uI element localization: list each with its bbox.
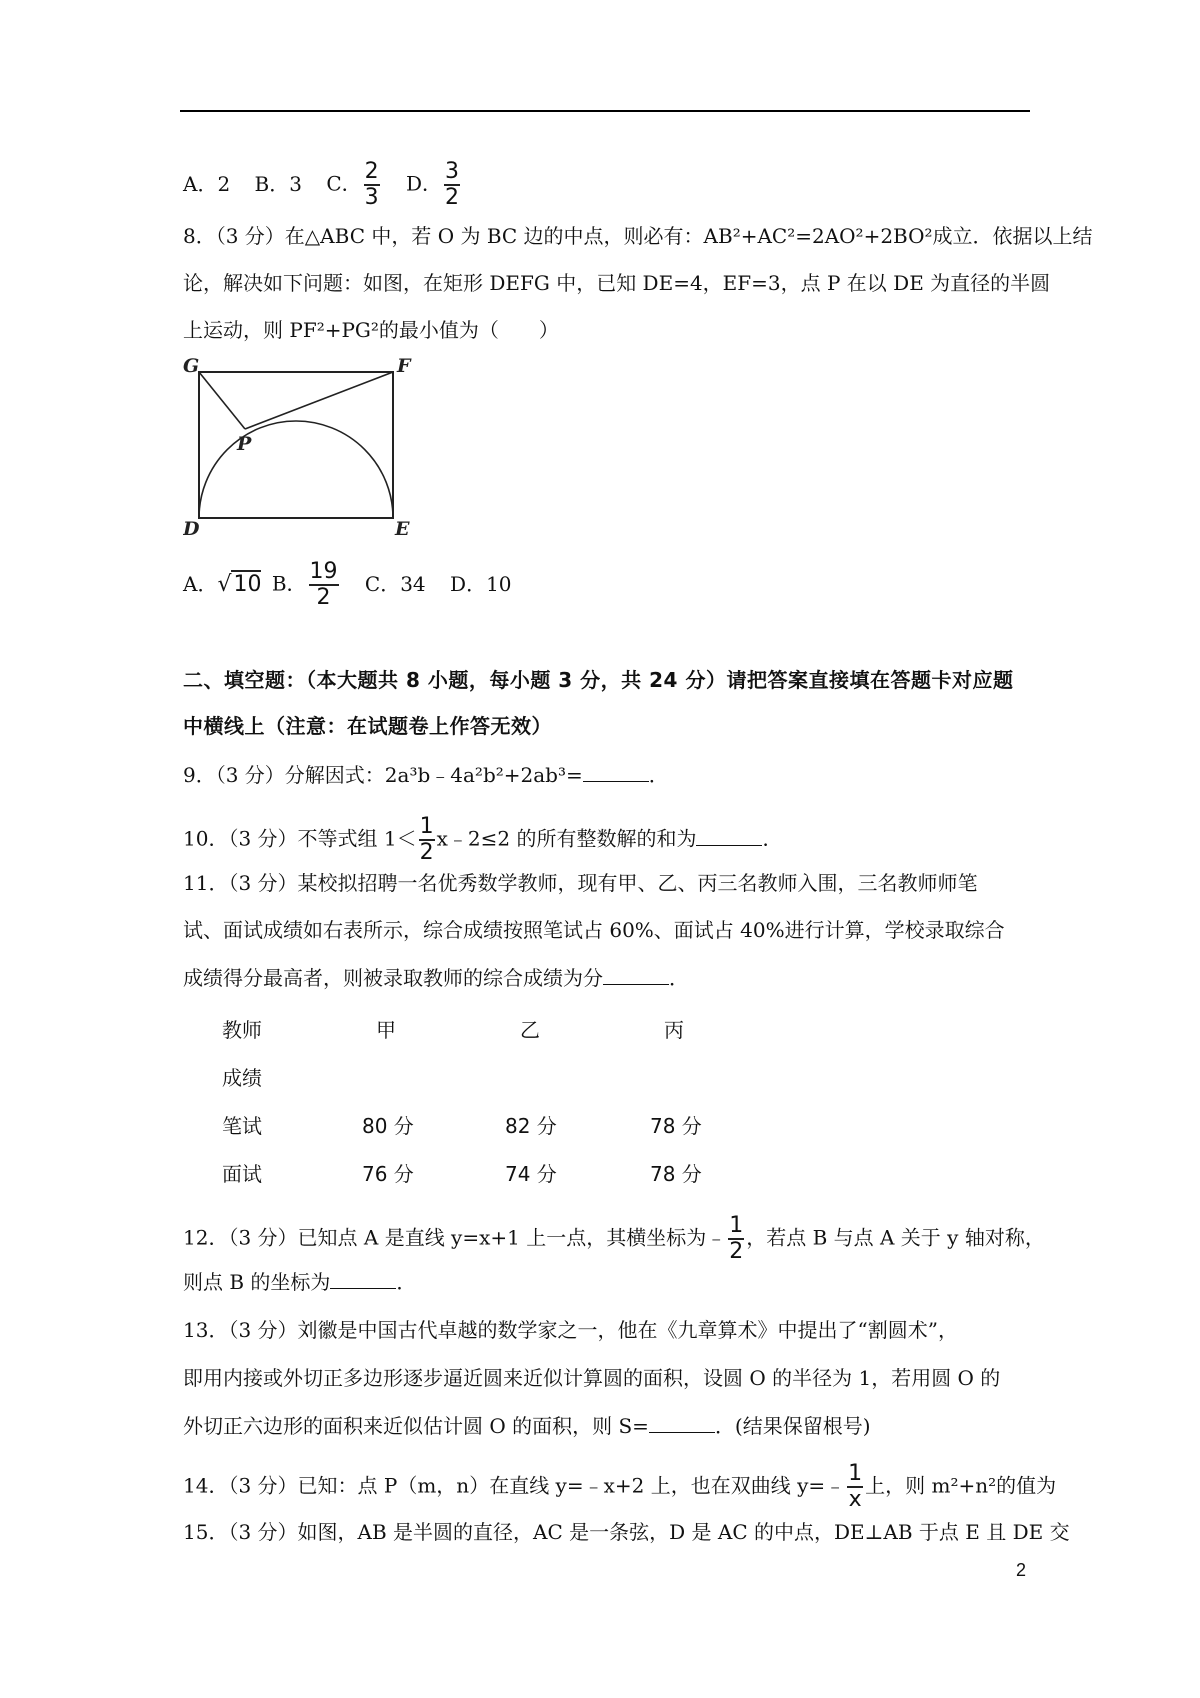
rectangle-defg xyxy=(199,372,393,518)
q7-option-c-prefix: C． xyxy=(326,171,362,196)
q10-text-post: x﹣2≤2 的所有整数解的和为 xyxy=(436,826,697,851)
q8-option-c: C．34 xyxy=(364,571,426,596)
rectangle-semicircle-diagram xyxy=(183,358,423,538)
segment-pg xyxy=(199,372,245,429)
answer-blank xyxy=(603,966,669,985)
table-row-label-written: 笔试 xyxy=(222,1114,262,1138)
q12-text-post: ，若点 B 与点 A 关于 y 轴对称， xyxy=(746,1225,1045,1250)
q7-options xyxy=(183,160,480,210)
q7-option-b: B．3 xyxy=(254,171,302,196)
q11-line-3: 成绩得分最高者，则被录取教师的综合成绩为分 ． xyxy=(183,966,689,990)
fraction-numerator: 1 xyxy=(729,1213,744,1238)
q8-option-a xyxy=(183,572,261,597)
section-2-heading-line-2: 中横线上（注意：在试题卷上作答无效） xyxy=(183,714,552,738)
q10: 10．（3 分）不等式组 1＜ $\frac{1}{2}$ x﹣2≤2 的所有整数解的和为 ． xyxy=(183,814,783,865)
semicircle-arc xyxy=(199,421,393,518)
q7-option-c-fraction xyxy=(364,160,380,210)
q10-text-pre: 10．（3 分）不等式组 1＜ xyxy=(183,826,417,851)
segment-pf xyxy=(245,372,393,429)
q12-line-2: 则点 B 的坐标为 ． xyxy=(183,1270,417,1294)
q13-line-3-post: ．(结果保留根号) xyxy=(714,1414,871,1438)
q13-line-1: 13．（3 分）刘徽是中国古代卓越的数学家之一，他在《九章算术》中提出了“割圆术”， xyxy=(183,1318,958,1342)
table-col-yi: 乙 xyxy=(520,1018,540,1042)
q12-line-1 xyxy=(183,1214,1045,1264)
q13-line-2: 即用内接或外切正多边形逐步逼近圆来近似计算圆的面积，设圆 O 的半径为 1，若用圆 O 的 xyxy=(183,1366,1001,1390)
q13-line-3 xyxy=(183,1414,871,1438)
q8-line-1: 8．（3 分）在△ABC 中，若 O 为 BC 边的中点，则必有：AB²+AC²=2AO²+2BO²成立．依据以上结 xyxy=(183,224,1093,248)
table-header-score: 成绩 xyxy=(222,1066,262,1090)
fraction-denominator: 3 xyxy=(364,185,379,210)
q14 xyxy=(183,1462,1056,1512)
q14-text-pre: 14．（3 分）已知：点 P（m，n）在直线 y=﹣x+2 上，也在双曲线 y=﹣ xyxy=(183,1473,846,1498)
q8-option-b-prefix: B． xyxy=(271,571,307,596)
answer-blank xyxy=(330,1270,396,1289)
q9-text: 9．（3 分）分解因式：2a³b﹣4a²b²+2ab³= xyxy=(183,763,583,787)
table-col-jia: 甲 xyxy=(376,1018,396,1042)
q12-fraction xyxy=(728,1214,744,1264)
q7-option-d-fraction xyxy=(444,160,460,210)
answer-blank xyxy=(696,827,762,846)
q12-text-pre: 12．（3 分）已知点 A 是直线 y=x+1 上一点，其横坐标为﹣ xyxy=(183,1225,727,1250)
table-cell: 74 分 xyxy=(505,1162,557,1186)
table-row-label-interview: 面试 xyxy=(222,1162,262,1186)
q8-line-3: 上运动，则 PF²+PG²的最小值为（ ） xyxy=(183,318,559,342)
label-f: F xyxy=(397,358,411,377)
q11-line-2: 试、面试成绩如右表所示，综合成绩按照笔试占 60%、面试占 40%进行计算，学校录取综合 xyxy=(183,918,1005,942)
fraction-denominator: 2 xyxy=(445,185,460,210)
q8-option-b-fraction xyxy=(309,560,339,610)
fraction-denominator: 2 xyxy=(729,1239,744,1264)
q15: 15．（3 分）如图，AB 是半圆的直径，AC 是一条弦，D 是 AC 的中点，DE⊥AB 于点 E 且 DE 交 xyxy=(183,1520,1070,1544)
table-cell: 80 分 xyxy=(362,1114,414,1138)
q8-line-2: 论，解决如下问题：如图，在矩形 DEFG 中，已知 DE=4，EF=3，点 P 在以 DE 为直径的半圆 xyxy=(183,271,1051,295)
label-d: D xyxy=(183,518,200,538)
fraction-numerator: 3 xyxy=(445,159,460,184)
q8-options xyxy=(183,560,530,610)
q8-option-b xyxy=(272,560,341,610)
section-2-heading-line-1: 二、填空题：（本大题共 8 小题，每小题 3 分，共 24 分）请把答案直接填在答题卡对应题 xyxy=(183,668,1014,692)
q9: 9．（3 分）分解因式：2a³b﹣4a²b²+2ab³= ． xyxy=(183,763,669,787)
answer-blank xyxy=(649,1414,715,1433)
answer-blank xyxy=(583,763,649,782)
table-cell: 76 分 xyxy=(362,1162,414,1186)
sqrt-radicand: 10 xyxy=(233,571,262,597)
q8-option-a-prefix: A． xyxy=(183,571,218,596)
q7-option-d xyxy=(406,160,462,210)
fraction-denominator: 2 xyxy=(419,840,434,865)
fraction-numerator: 1 xyxy=(848,1461,863,1486)
fraction-denominator: 2 xyxy=(316,585,331,610)
fraction-numerator: 19 xyxy=(309,559,338,584)
table-col-bing: 丙 xyxy=(664,1018,684,1042)
table-cell: 82 分 xyxy=(505,1114,557,1138)
q7-option-a: A．2 xyxy=(183,171,231,196)
fraction-numerator: 1 xyxy=(419,814,434,839)
q12-line-2-text: 则点 B 的坐标为 xyxy=(183,1270,331,1294)
label-g: G xyxy=(183,358,200,377)
table-cell: 78 分 xyxy=(650,1114,702,1138)
q7-option-d-prefix: D． xyxy=(405,171,443,196)
q10-fraction xyxy=(419,815,435,865)
fraction-denominator: x xyxy=(848,1487,862,1512)
q11-line-1: 11．（3 分）某校拟招聘一名优秀数学教师，现有甲、乙、丙三名教师入围，三名教师师笔 xyxy=(183,871,978,895)
label-e: E xyxy=(395,518,410,538)
fraction-numerator: 2 xyxy=(364,159,379,184)
q13-line-3-pre: 外切正六边形的面积来近似估计圆 O 的面积，则 S= xyxy=(183,1414,649,1438)
q11-line-3-text: 成绩得分最高者，则被录取教师的综合成绩为分 xyxy=(183,966,603,990)
q14-fraction xyxy=(847,1462,863,1512)
q7-option-c xyxy=(326,160,381,210)
table-cell: 78 分 xyxy=(650,1162,702,1186)
q14-text-post: 上，则 m²+n²的值为 xyxy=(865,1473,1057,1498)
label-p: P xyxy=(237,433,252,455)
sqrt-expression: √10 xyxy=(217,571,262,597)
page-number: 2 xyxy=(1016,1560,1027,1580)
q8-option-d: D．10 xyxy=(450,571,512,596)
table-header-teacher: 教师 xyxy=(222,1018,262,1042)
header-rule xyxy=(180,110,1030,112)
